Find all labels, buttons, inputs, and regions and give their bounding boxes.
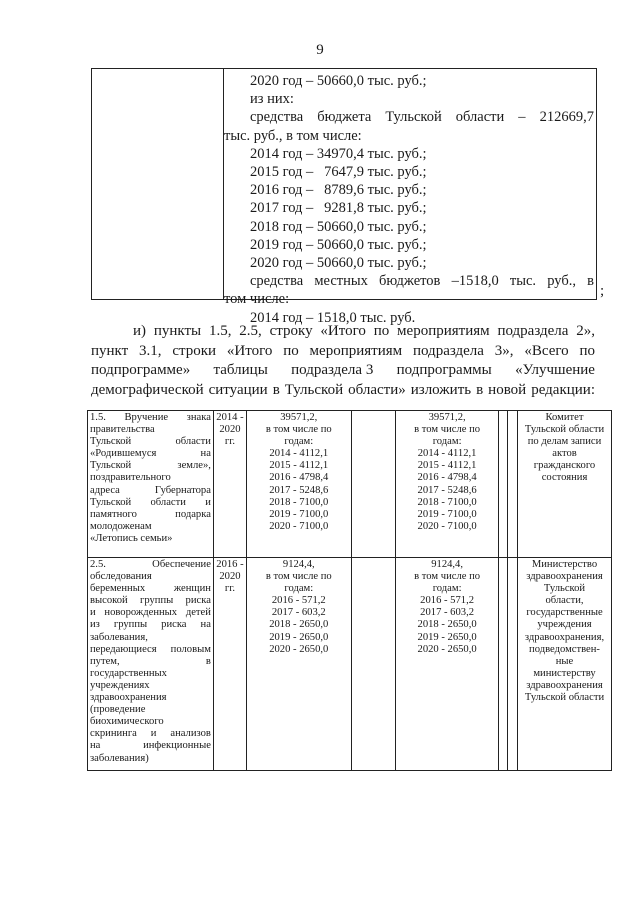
cell-line: области, <box>545 595 584 607</box>
continuation-table <box>91 68 597 326</box>
table-row <box>88 411 612 558</box>
cell-line: 2016 - <box>216 559 244 570</box>
paragraph-word: «Улучшение <box>515 362 595 378</box>
cell-line: 2019 - 7100,0 <box>269 508 329 520</box>
funding-line: 2016 год – 8789,6 тыс. руб.; <box>250 182 427 199</box>
paragraph-line <box>91 361 595 381</box>
cell-line: по делам записи <box>527 436 602 448</box>
cell-line: учреждения <box>537 619 592 631</box>
cell-line: государственные <box>526 607 603 619</box>
cell-line: государственных <box>90 667 167 679</box>
cell-line: 2018 - 7100,0 <box>417 496 477 508</box>
table-row <box>88 558 612 771</box>
paragraph-line: и) пункты 1.5, 2.5, строку «Итого по мероприятиям подраздела 2», <box>133 323 595 339</box>
funding-line: 2020 год – 50660,0 тыс. руб.; <box>250 255 427 272</box>
cell-line: обследования <box>90 571 152 583</box>
paragraph-word: подраздела 3 <box>291 362 374 378</box>
funding-line: 2017 год – 9281,8 тыс. руб.; <box>250 200 427 217</box>
funding-line: средства местных бюджетов –1518,0 тыс. руб., в <box>250 273 594 290</box>
paragraph-word: таблицы <box>213 362 268 378</box>
total-funding-cell <box>247 411 352 558</box>
cell-line: состояния <box>541 472 588 484</box>
cell-line: 2015 - 4112,1 <box>417 460 477 472</box>
funding-line: из них: <box>250 91 294 108</box>
cell-line: гражданского <box>533 460 596 472</box>
cell-line: гг. <box>224 436 236 448</box>
regional-funding-cell <box>396 411 498 558</box>
paragraph-line: демографической ситуации в Тульской области» изложить в новой редакции: <box>91 381 595 398</box>
cell-line: ные <box>555 655 574 667</box>
cell-line: беременных женщин <box>90 583 211 595</box>
funding-line: 2019 год – 50660,0 тыс. руб.; <box>250 236 427 253</box>
cell-line: 2020 - 2650,0 <box>269 643 329 655</box>
years-cell <box>213 558 246 771</box>
cell-line: 2015 - 4112,1 <box>269 460 329 472</box>
cell-line: Тульской <box>543 583 586 595</box>
cell-line: подведомствен- <box>529 643 600 655</box>
cell-line: 2019 - 7100,0 <box>417 508 477 520</box>
cell-line: 2014 - <box>216 412 244 423</box>
funding-line: 2014 год – 34970,4 тыс. руб.; <box>250 145 427 162</box>
cell-line: из группы риска на <box>90 619 211 631</box>
cell-line: 2016 - 4798,4 <box>269 472 329 484</box>
cell-line: годам: <box>432 436 462 448</box>
cell-line: поздравительного <box>90 472 171 484</box>
paragraph-word: подпрограмме» <box>91 362 191 378</box>
amendment-paragraph <box>91 322 595 400</box>
cell-line: Тульской области и <box>90 496 211 508</box>
cell-line: 2014 - 4112,1 <box>269 448 329 460</box>
cell-line: 2020 <box>219 424 241 436</box>
cell-line: 2019 - 2650,0 <box>269 631 329 643</box>
executor-cell <box>518 411 612 558</box>
cell-line: Тульской области <box>90 436 211 448</box>
cell-line: 2.5. Обеспечение <box>90 559 211 570</box>
empty-cell <box>351 411 396 558</box>
paragraph-word: подпрограммы <box>396 362 492 378</box>
cell-line: 2016 - 571,2 <box>420 595 475 607</box>
cell-line: учреждениях <box>90 679 150 691</box>
cell-line: здравоохранения, <box>524 631 605 643</box>
cell-line: 2017 - 5248,6 <box>417 484 477 496</box>
cell-line: адреса Губернатора <box>90 484 211 496</box>
cell-line: 2020 - 7100,0 <box>269 520 329 532</box>
cell-line: Тульской области <box>524 692 605 704</box>
cell-line: 39571,2, <box>428 412 466 423</box>
cell-line: путем, в <box>90 655 211 667</box>
cell-line: биохимического <box>90 716 164 728</box>
cell-line: на инфекционные <box>90 740 211 752</box>
cell-line: молодоженам <box>90 520 152 532</box>
cell-line: министерству <box>533 667 596 679</box>
cell-line: 2016 - 4798,4 <box>417 472 477 484</box>
funding-line: 2018 год – 50660,0 тыс. руб.; <box>250 218 427 235</box>
cell-line: 2017 - 603,2 <box>271 607 326 619</box>
cell-line: Тульской земле», <box>90 460 211 472</box>
total-funding-cell <box>247 558 352 771</box>
measures-table <box>87 410 612 771</box>
measure-name-cell <box>88 411 214 558</box>
empty-cell <box>508 558 518 771</box>
cell-line: 2016 - 571,2 <box>271 595 326 607</box>
cell-line: в том числе по <box>265 424 332 436</box>
cell-line: «Летопись семьи» <box>90 532 173 544</box>
cell-line: 2018 - 7100,0 <box>269 496 329 508</box>
empty-cell <box>498 558 508 771</box>
cell-line: 39571,2, <box>280 412 318 423</box>
funding-line: 2020 год – 50660,0 тыс. руб.; <box>250 73 427 89</box>
page-number: 9 <box>316 42 324 58</box>
cell-line: годам: <box>432 583 462 595</box>
cell-line: здравоохранения <box>526 679 603 691</box>
years-cell <box>213 411 246 558</box>
cell-line: заболевания) <box>90 752 149 764</box>
cell-line: 9124,4, <box>431 559 463 570</box>
cell-line: (проведение <box>90 704 146 716</box>
funding-line: 2014 год – 1518,0 тыс. руб. <box>250 309 416 326</box>
cell-line: в том числе по <box>414 424 481 436</box>
cell-line: и новорожденных детей <box>90 607 211 619</box>
cell-line: 2020 - 7100,0 <box>417 520 477 532</box>
funding-line: тыс. руб., в том числе: <box>224 127 362 144</box>
cell-line: в том числе по <box>414 571 481 583</box>
cell-line: Тульской области <box>524 424 605 436</box>
funding-line: 2015 год – 7647,9 тыс. руб.; <box>250 164 427 181</box>
cell-line: 2020 - 2650,0 <box>417 643 477 655</box>
cell-line: высокой группы риска <box>90 595 211 607</box>
measure-name-cell <box>88 558 214 771</box>
cell-line: передающиеся половым <box>90 643 211 655</box>
cell-line: памятного подарка <box>90 508 211 520</box>
cell-line: здравоохранения <box>526 571 603 583</box>
cell-line: 2014 - 4112,1 <box>417 448 477 460</box>
cell-line: актов <box>552 448 577 460</box>
empty-cell <box>498 411 508 558</box>
funding-line: том числе: <box>224 291 290 308</box>
executor-cell <box>518 558 612 771</box>
cell-line: гг. <box>224 583 236 595</box>
funding-line: средства бюджета Тульской области – 212669,7 <box>250 109 594 126</box>
empty-cell <box>508 411 518 558</box>
cell-line: здравоохранения <box>90 692 167 704</box>
funding-breakdown-cell <box>224 72 594 327</box>
cell-line: правительства <box>90 424 155 436</box>
empty-cell <box>351 558 396 771</box>
cell-line: «Родившемуся на <box>90 448 211 460</box>
cell-line: 2017 - 603,2 <box>420 607 475 619</box>
cell-line: Комитет <box>545 412 584 423</box>
cell-line: 2020 <box>219 571 241 583</box>
cell-line: 2017 - 5248,6 <box>269 484 329 496</box>
cell-line: в том числе по <box>265 571 332 583</box>
cell-line: Министерство <box>531 559 598 570</box>
trailing-semicolon: ; <box>600 283 605 299</box>
cell-line: скрининга и анализов <box>90 728 211 740</box>
regional-funding-cell <box>396 558 498 771</box>
paragraph-line: пункт 3.1, строки «Итого по мероприятиям подраздела 3», «Всего по <box>91 342 595 359</box>
cell-line: 2019 - 2650,0 <box>417 631 477 643</box>
cell-line: 1.5. Вручение знака <box>90 412 211 423</box>
cell-line: годам: <box>284 583 314 595</box>
cell-line: годам: <box>284 436 314 448</box>
cell-line: 9124,4, <box>282 559 315 570</box>
cell-line: 2018 - 2650,0 <box>269 619 329 631</box>
cell-line: 2018 - 2650,0 <box>417 619 477 631</box>
cell-line: заболевания, <box>90 631 148 643</box>
